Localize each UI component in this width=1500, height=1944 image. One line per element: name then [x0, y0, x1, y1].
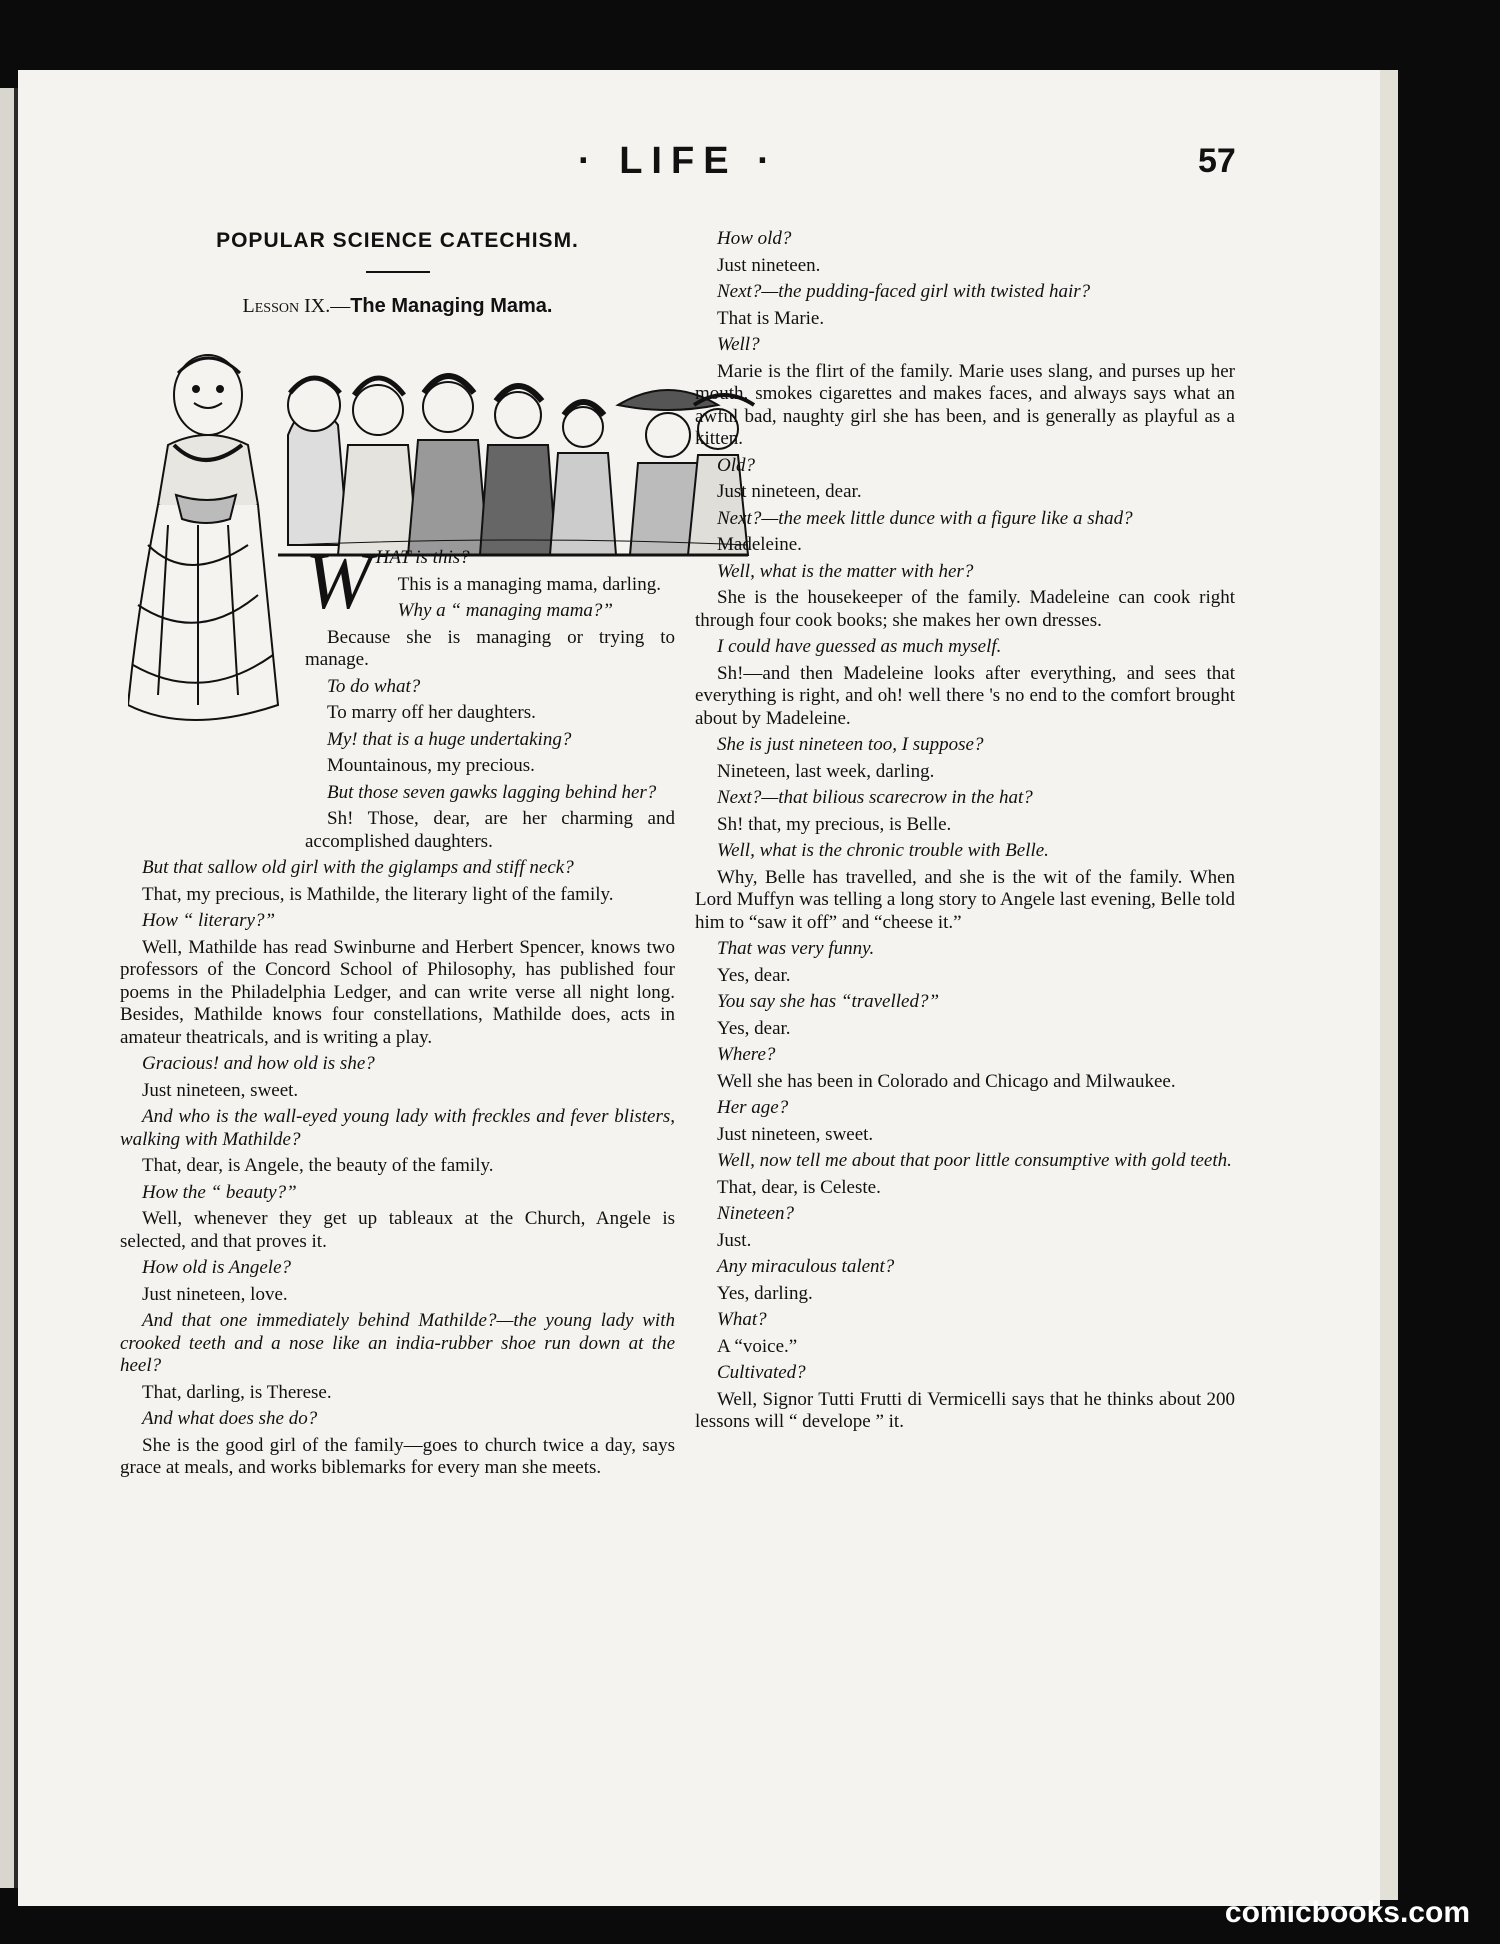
question-paragraph: She is just nineteen too, I suppose?	[717, 734, 984, 755]
drop-cap: W	[305, 538, 372, 626]
title-rule	[366, 271, 430, 273]
answer-paragraph: Mountainous, my precious.	[327, 755, 535, 776]
answer-paragraph: Just nineteen, sweet.	[142, 1079, 299, 1101]
answer-paragraph: Well she has been in Colorado and Chicago and Milwaukee.	[717, 1070, 1176, 1092]
answer-paragraph: Nineteen, last week, darling.	[717, 760, 935, 782]
lesson-number: Lesson IX.—	[242, 294, 351, 317]
question-paragraph: Where?	[717, 1044, 776, 1065]
question-paragraph: And that one immediately behind Mathilde?—the young lady with crooked teeth and a nose like an india-rubber shoe run down at the heel?	[120, 1310, 675, 1376]
question-paragraph: Cultivated?	[717, 1362, 806, 1383]
question-paragraph: How old is Angele?	[142, 1257, 292, 1278]
answer-paragraph: Well, Mathilde has read Swinburne and Herbert Spencer, knows two professors of the Concord School of Philosophy, has published four poems in the Philadelphia Ledger, and can write verse all night long. Besides, Mathilde knows four constellations, Mathilde does, acts in amateur theatricals, and is writing a play.	[120, 936, 675, 1048]
question-paragraph: Well, what is the chronic trouble with Belle.	[717, 840, 1049, 861]
question-paragraph: Next?—the pudding-faced girl with twisted hair?	[717, 281, 1091, 302]
question-paragraph: And what does she do?	[142, 1408, 318, 1429]
answer-paragraph: To marry off her daughters.	[327, 702, 536, 723]
answer-paragraph: That, my precious, is Mathilde, the literary light of the family.	[142, 883, 614, 905]
answer-paragraph: A “voice.”	[717, 1335, 798, 1357]
right-column	[695, 228, 1235, 1438]
question-paragraph: Well?	[717, 334, 760, 355]
page-number: 57	[1198, 142, 1236, 180]
question-paragraph: Gracious! and how old is she?	[142, 1053, 375, 1074]
answer-paragraph: Madeleine.	[717, 534, 802, 555]
question-paragraph: Old?	[717, 454, 755, 476]
answer-paragraph: Just nineteen, dear.	[717, 481, 862, 502]
answer-paragraph: Just.	[717, 1229, 752, 1251]
answer-paragraph: Just nineteen, sweet.	[717, 1123, 874, 1145]
watermark: comicbooks.com	[1224, 1896, 1470, 1929]
answer-paragraph: Just nineteen.	[717, 254, 821, 276]
lesson-heading	[120, 295, 675, 318]
right-column-body	[695, 228, 1235, 1434]
answer-paragraph: Why, Belle has travelled, and she is the wit of the family. When Lord Muffyn was telling a long story to Angele last evening, Belle told him to “saw it off” and “cheese it.”	[695, 866, 1235, 933]
answer-paragraph: Yes, darling.	[717, 1282, 813, 1304]
question-paragraph: How old?	[717, 228, 792, 249]
question-paragraph: To do what?	[327, 675, 421, 697]
answer-paragraph: Because she is managing or trying to manage.	[305, 626, 675, 670]
question-paragraph: Any miraculous talent?	[717, 1256, 895, 1277]
answer-paragraph: Marie is the flirt of the family. Marie uses slang, and purses up her mouth, smokes cigarettes and makes faces, and always says what an awful bad, naughty girl she has been, and is generally as playful as a kitten.	[695, 360, 1235, 449]
answer-paragraph: Sh! that, my precious, is Belle.	[717, 813, 952, 835]
answer-paragraph: That, dear, is Angele, the beauty of the family.	[142, 1155, 494, 1176]
answer-paragraph: She is the housekeeper of the family. Madeleine can cook right through four cook books; she makes her own dresses.	[695, 587, 1235, 631]
question-paragraph: How “ literary?”	[142, 910, 276, 931]
question-paragraph: Next?—the meek little dunce with a figure like a shad?	[717, 507, 1133, 529]
question-paragraph: WHAT is this?	[305, 538, 470, 626]
answer-paragraph: That is Marie.	[717, 307, 825, 329]
left-column	[120, 230, 675, 1484]
answer-paragraph: That, darling, is Therese.	[142, 1381, 332, 1403]
illustration-float-spacer	[120, 327, 675, 547]
question-paragraph: But those seven gawks lagging behind her?	[327, 781, 657, 803]
answer-paragraph: She is the good girl of the family—goes to church twice a day, says grace at meals, and works biblemarks for every man she meets.	[120, 1434, 675, 1478]
answer-paragraph: Well, whenever they get up tableaux at the Church, Angele is selected, and that proves it.	[120, 1208, 675, 1252]
lesson-title: The Managing Mama.	[350, 294, 553, 317]
question-paragraph: Next?—that bilious scarecrow in the hat?	[717, 787, 1033, 808]
book-spine	[0, 88, 14, 1888]
question-paragraph: But that sallow old girl with the giglamps and stiff neck?	[142, 857, 574, 878]
question-paragraph: How the “ beauty?”	[142, 1181, 297, 1203]
question-paragraph: That was very funny.	[717, 938, 875, 959]
answer-paragraph: Well, Signor Tutti Frutti di Vermicelli says that he thinks about 200 lessons will “ develope ” it.	[695, 1388, 1235, 1432]
question-paragraph: Well, now tell me about that poor little consumptive with gold teeth.	[717, 1150, 1232, 1171]
question-paragraph: Why a “ managing mama?”	[397, 600, 613, 621]
question-paragraph: What?	[717, 1309, 767, 1330]
question-paragraph: I could have guessed as much myself.	[717, 636, 1002, 657]
question-paragraph: And who is the wall-eyed young lady with freckles and fever blisters, walking with Mathilde?	[120, 1106, 675, 1150]
answer-paragraph: That, dear, is Celeste.	[717, 1176, 881, 1198]
question-paragraph: Well, what is the matter with her?	[717, 560, 974, 582]
mama-float-spacer	[120, 547, 305, 837]
question-paragraph: Her age?	[717, 1097, 789, 1118]
question-paragraph: Nineteen?	[717, 1203, 795, 1224]
answer-paragraph: Yes, dear.	[717, 1017, 791, 1039]
answer-paragraph: This is a managing mama, darling.	[397, 573, 661, 595]
running-header-title: · LIFE ·	[578, 140, 779, 182]
answer-paragraph: Sh! Those, dear, are her charming and accomplished daughters.	[305, 808, 675, 852]
answer-paragraph: Just nineteen, love.	[142, 1283, 288, 1305]
answer-paragraph: Yes, dear.	[717, 964, 791, 986]
question-paragraph: My! that is a huge undertaking?	[327, 728, 572, 750]
answer-paragraph: Sh!—and then Madeleine looks after everything, and sees that everything is right, and oh! well there 's no end to the comfort brought about by Madeleine.	[695, 662, 1235, 729]
article-title: POPULAR SCIENCE CATECHISM.	[216, 229, 579, 252]
question-paragraph: You say she has “travelled?”	[717, 991, 940, 1012]
